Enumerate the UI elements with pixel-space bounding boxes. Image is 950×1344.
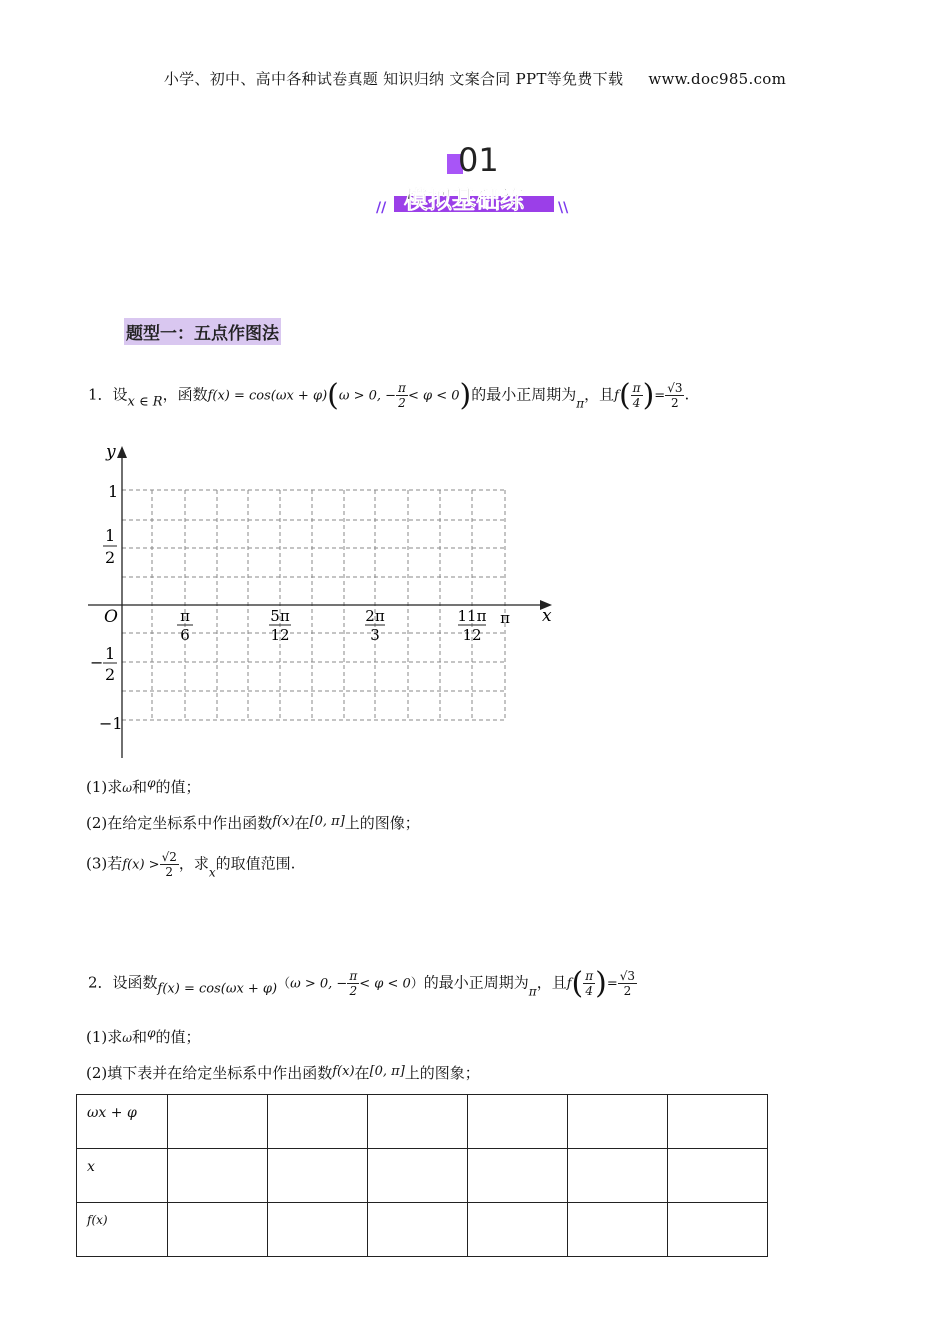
table-cell[interactable] xyxy=(568,1149,668,1203)
q1-period: π xyxy=(576,396,585,411)
q1-number: 1．设 xyxy=(88,385,128,404)
table-cell[interactable] xyxy=(268,1095,368,1149)
badge-number: 01 xyxy=(458,141,499,179)
q1-x: x xyxy=(208,865,216,880)
y-tick-half-den: 2 xyxy=(105,548,116,567)
x-tick-11pi12 xyxy=(458,607,487,644)
svg-text:2π: 2π xyxy=(365,607,385,625)
q1-period-text: 的最小正周期为 xyxy=(471,385,577,404)
q2-cond-a: ω > 0, − xyxy=(290,976,348,992)
y-axis-label: y xyxy=(106,442,116,462)
page-header xyxy=(0,68,950,89)
q1-end: . xyxy=(684,385,690,404)
q1-arg-pi: π xyxy=(632,381,641,395)
svg-text:12: 12 xyxy=(462,626,482,644)
q1-cond-a: ω > 0, − xyxy=(338,388,397,404)
q2-fx: f(x) xyxy=(332,1064,355,1079)
table-cell[interactable] xyxy=(368,1095,468,1149)
q2-part2: (2)填下表并在给定坐标系中作出函数f(x)在[0, π]上的图象； xyxy=(86,1064,480,1082)
table-row xyxy=(77,1095,768,1149)
q1-cond-pi: π xyxy=(398,381,406,395)
x-tick-5pi12 xyxy=(269,607,291,644)
q2-statement: 2．设函数f(x) = cos(ωx + φ)（ω > 0, − $\frac{\pi}{2}$ < φ < 0）的最小正周期为$_\pi$，且f( $\frac{\pi}{4}$ )= $\frac{√3}{2}$ xyxy=(88,966,636,1001)
q2-number: 2．设函数 xyxy=(88,973,158,992)
x-axis-label: x xyxy=(542,606,552,626)
q2-period: π xyxy=(528,984,537,999)
q1-f-of: f xyxy=(614,388,619,404)
q1-val-two: 2 xyxy=(671,396,679,410)
table-cell[interactable] xyxy=(568,1095,668,1149)
y-tick-neg-half-den: 2 xyxy=(105,665,116,684)
svg-text:3: 3 xyxy=(370,626,380,644)
y-axis-arrow xyxy=(117,446,127,458)
y-tick-half-num: 1 xyxy=(105,526,116,545)
table-cell[interactable] xyxy=(468,1203,568,1257)
q1-cond-two: 2 xyxy=(398,396,406,410)
q1-and-text: ，且 xyxy=(584,385,615,404)
q1-part1: (1)求ω和$^\varphi$的值； xyxy=(86,776,201,796)
q1-fn-label: ，函数 xyxy=(162,385,208,404)
table-cell[interactable] xyxy=(668,1095,768,1149)
q2-function: f(x) = cos(ωx + φ) xyxy=(157,981,278,997)
table-cell[interactable] xyxy=(668,1149,768,1203)
table-cell[interactable] xyxy=(468,1149,568,1203)
q2-phi: φ xyxy=(147,1026,156,1040)
x-tick-2pi3 xyxy=(365,607,385,644)
table-cell[interactable] xyxy=(668,1203,768,1257)
q1-sqrt3: √3 xyxy=(667,381,683,395)
q1-statement: 1．设x ∈ R，函数f(x) = cos(ωx + φ)(ω > 0, − $\frac{\pi}{2}$ < φ < 0)的最小正周期为$_\pi$，且f( $\frac{\pi}{4}$ )= $\frac{√3}{2}$ . xyxy=(88,378,690,413)
y-tick-neg-half-sign: − xyxy=(90,653,104,672)
q1-eq: = xyxy=(654,388,666,404)
y-tick-neg-1: −1 xyxy=(99,714,123,733)
q2-interval: [0, π] xyxy=(369,1064,405,1079)
badge-title: 模拟基础练 xyxy=(404,186,524,214)
table-cell[interactable] xyxy=(368,1149,468,1203)
q2-sqrt3: √3 xyxy=(619,969,636,983)
header-title: 小学、初中、高中各种试卷真题 知识归纳 文案合同 PPT等免费下载 xyxy=(163,70,624,88)
row-header-phase: ωx + φ xyxy=(77,1095,168,1149)
q1-phi: φ xyxy=(147,776,156,790)
table-cell[interactable] xyxy=(368,1203,468,1257)
table-cell[interactable] xyxy=(568,1203,668,1257)
svg-text:11π: 11π xyxy=(457,607,487,625)
q2-period-text: 的最小正周期为 xyxy=(423,973,529,992)
svg-text:6: 6 xyxy=(180,626,190,644)
x-tick-pi: π xyxy=(500,609,510,627)
svg-text:5π: 5π xyxy=(270,607,290,625)
row-header-x: x xyxy=(77,1149,168,1203)
table-cell[interactable] xyxy=(268,1149,368,1203)
table-cell[interactable] xyxy=(168,1149,268,1203)
table-cell[interactable] xyxy=(168,1203,268,1257)
y-tick-1: 1 xyxy=(108,482,119,501)
section-title: 题型一：五点作图法 xyxy=(124,318,281,345)
header-url[interactable]: www.doc985.com xyxy=(648,70,787,88)
q1-omega: ω xyxy=(122,781,133,795)
row-header-fx: f(x) xyxy=(77,1203,168,1257)
table-row xyxy=(77,1149,768,1203)
q2-part1: (1)求ω和$^\varphi$的值； xyxy=(86,1026,201,1046)
q1-fx-gt: f(x) > xyxy=(122,857,160,873)
table-cell[interactable] xyxy=(468,1095,568,1149)
svg-text:π: π xyxy=(180,607,190,625)
q1-fx: f(x) xyxy=(272,814,295,829)
y-tick-neg-half-num: 1 xyxy=(105,644,116,663)
badge-left-deco: // xyxy=(376,200,387,216)
q2-omega: ω xyxy=(122,1031,133,1045)
table-cell[interactable] xyxy=(268,1203,368,1257)
table-row xyxy=(77,1203,768,1257)
badge-right-deco: \\ xyxy=(558,200,569,216)
coordinate-grid xyxy=(80,440,560,760)
fill-table xyxy=(76,1094,768,1257)
origin-label: O xyxy=(104,607,118,627)
q2-cond-b: < φ < 0 xyxy=(359,976,411,992)
q1-part2: (2)在给定坐标系中作出函数f(x)在[0, π]上的图像； xyxy=(86,814,420,832)
x-tick-pi6 xyxy=(177,607,193,644)
section-badge xyxy=(370,138,580,218)
q1-var-set: x ∈ R xyxy=(127,394,163,410)
q1-part3: (3)若f(x) > $\frac{√2}{2}$ ，求$_x$的取值范围. xyxy=(86,850,296,880)
q1-sqrt2: √2 xyxy=(161,850,177,864)
q1-cond-b: < φ < 0 xyxy=(407,388,460,404)
table-cell[interactable] xyxy=(168,1095,268,1149)
q1-arg-four: 4 xyxy=(632,396,641,410)
q1-interval: [0, π] xyxy=(309,814,345,829)
svg-text:12: 12 xyxy=(270,626,290,644)
q1-function: f(x) = cos(ωx + φ) xyxy=(207,388,328,404)
